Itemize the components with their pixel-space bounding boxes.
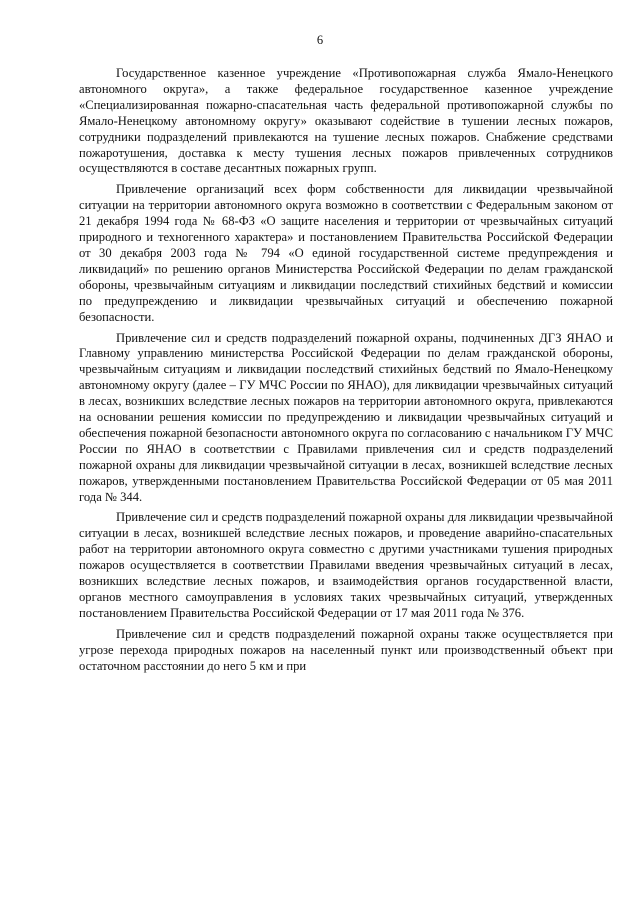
document-body	[79, 66, 613, 680]
paragraph-fire-units-involvement: Привлечение сил и средств подразделений пожарной охраны, подчиненных ДГЗ ЯНАО и Главному управлению министерства Российской Федерации по делам гражданской обороны, чрезвычайным ситуациям и ликвидации последствий стихийных бедствий по Ямало-Ненецкому автономному округу (далее – ГУ МЧС России по ЯНАО), для ликвидации чрезвычайных ситуаций в лесах, возникших вследствие лесных пожаров на территории автономного округа, привлекаются на основании решения комиссии по предупреждению и ликвидации чрезвычайных ситуаций и обеспечения пожарной безопасности автономного округа по согласованию с начальником ГУ МЧС России по ЯНАО в соответствии с Правилами привлечения сил и средств подразделений пожарной охраны для ликвидации чрезвычайной ситуации в лесах, возникшей вследствие лесных пожаров, утвержденными постановлением Правительства Российской Федерации от 05 мая 2011 года № 344.	[79, 330, 613, 504]
page-number: 6	[316, 33, 324, 47]
paragraph-emergency-rescue-works: Привлечение сил и средств подразделений пожарной охраны для ликвидации чрезвычайной ситуации в лесах, возникшей вследствие лесных пожаров, и проведение аварийно-спасательных работ на территории автономного округа совместно с другими участниками тушения природных пожаров осуществляется в соответствии Правилами введения чрезвычайных ситуаций в лесах, возникших вследствие лесных пожаров, и взаимодействия органов государственной власти, органов местного самоуправления в условиях таких чрезвычайных ситуаций, утвержденных постановлением Правительства Российской Федерации от 17 мая 2011 года № 376.	[79, 510, 613, 620]
paragraph-threat-to-settlements: Привлечение сил и средств подразделений пожарной охраны также осуществляется при угрозе перехода природных пожаров на населенный пункт или производственный объект при остаточном расстоянии до него 5 км и при	[79, 626, 613, 673]
paragraph-organizations-involvement: Привлечение организаций всех форм собственности для ликвидации чрезвычайной ситуации на территории автономного округа возможно в соответствии с Федеральным законом от 21 декабря 1994 года № 68-ФЗ «О защите населения и территории от чрезвычайных ситуаций природного и техногенного характера» и постановлением Правительства Российской Федерации от 30 декабря 2003 года № 794 «О единой государственной системе предупреждения и ликвидаций» по решению органов Министерства Российской Федерации по делам гражданской обороны, чрезвычайным ситуациям и ликвидации последствий стихийных бедствий и комиссии по предупреждению и ликвидации чрезвычайных ситуаций и обеспечению пожарной безопасности.	[79, 182, 613, 324]
paragraph-fire-service-assistance: Государственное казенное учреждение «Противопожарная служба Ямало-Ненецкого автономного округа», а также федеральное государственное казенное учреждение «Специализированная пожарно-спасательная часть федеральной противопожарной службы по Ямало-Ненецкому автономному округу» оказывают содействие в тушении лесных пожаров, сотрудники подразделений привлекаются на тушение лесных пожаров. Снабжение средствами пожаротушения, доставка к месту тушения лесных пожаров привлеченных сотрудников осуществляются в составе десантных пожарных групп.	[79, 66, 613, 176]
